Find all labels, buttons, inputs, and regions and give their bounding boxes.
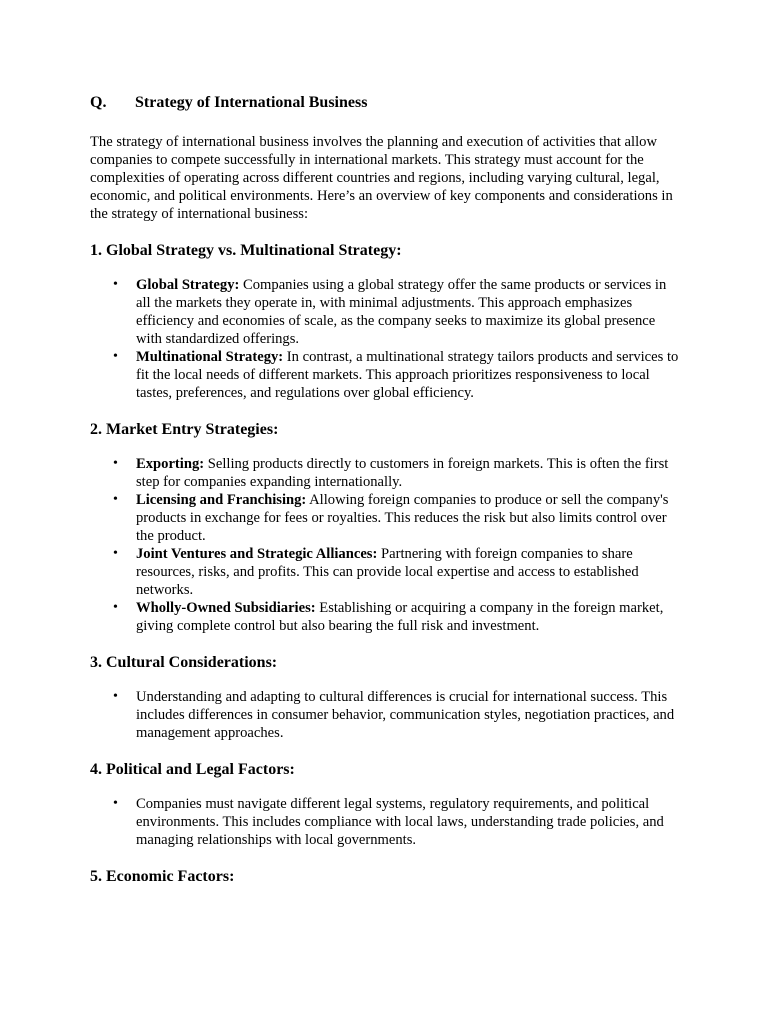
document-page bbox=[90, 92, 680, 902]
bullet-icon: • bbox=[113, 277, 118, 292]
bullet-icon: • bbox=[113, 492, 118, 507]
list-item bbox=[90, 276, 680, 348]
question-label: Q. bbox=[90, 94, 107, 111]
question-heading bbox=[90, 92, 680, 114]
list-item bbox=[90, 348, 680, 402]
section-list-market-entry bbox=[90, 455, 680, 635]
item-text: Understanding and adapting to cultural differences is crucial for international success. This includes differences in consumer behavior, communication styles, negotiation practices, and management approaches. bbox=[136, 689, 675, 741]
item-text: Allowing foreign companies to produce or sell the company's products in exchange for fees or royalties. This reduces the risk but also limits control over the product. bbox=[136, 492, 669, 544]
item-term: Multinational Strategy: bbox=[136, 349, 284, 365]
section-list-global-vs-multinational bbox=[90, 276, 680, 402]
section-list-political-legal bbox=[90, 795, 680, 849]
item-text: Companies must navigate different legal systems, regulatory requirements, and political environments. This includes compliance with local laws, understanding trade policies, and managing relationships with local governments. bbox=[136, 796, 664, 848]
item-text: Companies using a global strategy offer the same products or services in all the markets they operate in, with minimal adjustments. This approach emphasizes efficiency and economies of scale, as the company seeks to maximize its global presence with standardized offerings. bbox=[136, 277, 667, 347]
section-heading-political-legal: 4. Political and Legal Factors: bbox=[90, 761, 295, 778]
bullet-icon: • bbox=[113, 546, 118, 561]
bullet-icon: • bbox=[113, 600, 118, 615]
list-item bbox=[90, 688, 680, 742]
bullet-icon: • bbox=[113, 689, 118, 704]
section-list-cultural bbox=[90, 688, 680, 742]
bullet-icon: • bbox=[113, 456, 118, 471]
list-item bbox=[90, 491, 680, 545]
section-heading-economic: 5. Economic Factors: bbox=[90, 868, 235, 885]
item-text: In contrast, a multinational strategy tailors products and services to fit the local needs of different markets. This approach prioritizes responsiveness to local tastes, preferences, and regulations over global efficiency. bbox=[136, 349, 679, 401]
section-heading-cultural: 3. Cultural Considerations: bbox=[90, 654, 278, 671]
list-item bbox=[90, 455, 680, 491]
item-term: Joint Ventures and Strategic Alliances: bbox=[136, 546, 378, 562]
item-text: Partnering with foreign companies to share resources, risks, and profits. This can provide local expertise and access to established networks. bbox=[136, 546, 639, 598]
item-term: Global Strategy: bbox=[136, 277, 240, 293]
bullet-icon: • bbox=[113, 349, 118, 364]
item-term: Exporting: bbox=[136, 456, 205, 472]
section-heading-market-entry: 2. Market Entry Strategies: bbox=[90, 421, 279, 438]
list-item bbox=[90, 795, 680, 849]
list-item bbox=[90, 545, 680, 599]
item-text: Establishing or acquiring a company in the foreign market, giving complete control but also bearing the full risk and investment. bbox=[136, 600, 664, 634]
bullet-icon: • bbox=[113, 796, 118, 811]
section-heading-global-vs-multinational: 1. Global Strategy vs. Multinational Strategy: bbox=[90, 242, 402, 259]
intro-paragraph: The strategy of international business involves the planning and execution of activities that allow companies to compete successfully in international markets. This strategy must account for the complexities of operating across different countries and regions, including varying cultural, legal, economic, and political environments. Here’s an overview of key components and considerations in the strategy of international business: bbox=[90, 134, 673, 222]
item-term: Wholly-Owned Subsidiaries: bbox=[136, 600, 316, 616]
item-term: Licensing and Franchising: bbox=[136, 492, 307, 508]
list-item bbox=[90, 599, 680, 635]
question-title: Strategy of International Business bbox=[135, 94, 368, 111]
item-text: Selling products directly to customers in foreign markets. This is often the first step for companies expanding internationally. bbox=[136, 456, 669, 490]
